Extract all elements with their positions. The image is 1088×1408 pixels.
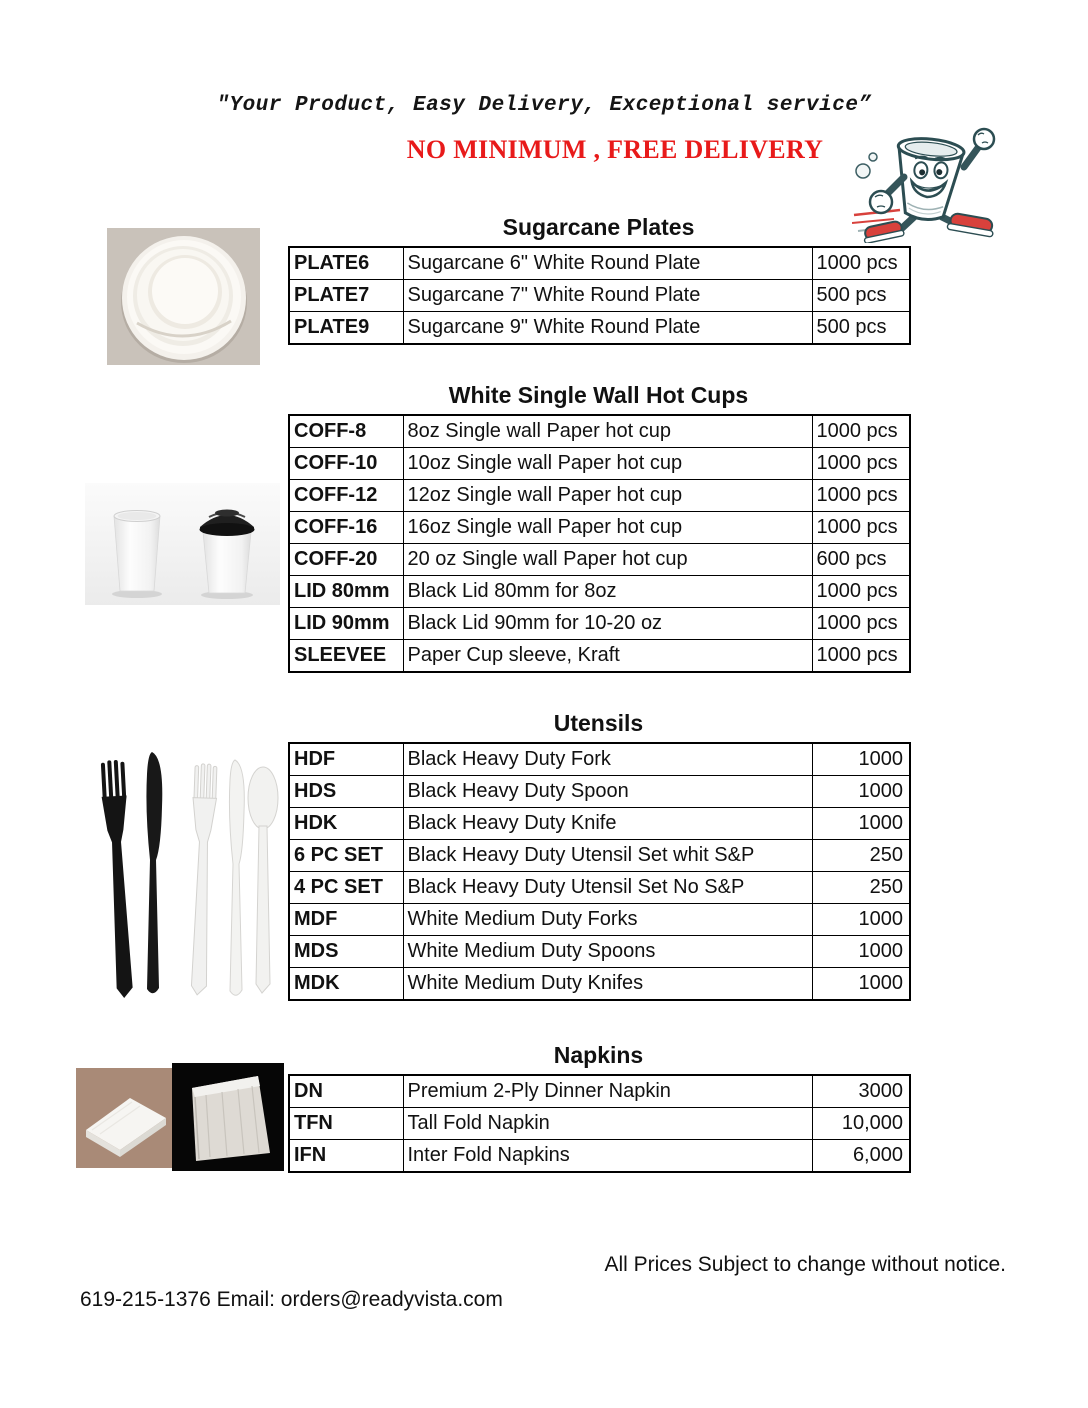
product-code: HDS [289, 776, 403, 808]
product-code: MDK [289, 968, 403, 1001]
table-row [289, 808, 910, 840]
product-code: DN [289, 1075, 403, 1108]
section-hot-cups [288, 382, 909, 673]
section-title: Napkins [553, 1042, 644, 1068]
product-quantity: 250 [812, 840, 910, 872]
napkin-pack-photo [172, 1063, 284, 1171]
price-table-utensils [288, 742, 911, 1001]
product-code: PLATE6 [289, 247, 403, 280]
table-row [289, 1108, 910, 1140]
table-row [289, 280, 910, 312]
table-row [289, 247, 910, 280]
product-code: PLATE9 [289, 312, 403, 345]
price-table-sugarcane-plates [288, 246, 911, 345]
product-code: LID 90mm [289, 608, 403, 640]
product-code: LID 80mm [289, 576, 403, 608]
product-code: 4 PC SET [289, 872, 403, 904]
table-row [289, 840, 910, 872]
section-utensils [288, 710, 909, 1001]
product-code: SLEEVEE [289, 640, 403, 673]
product-code: COFF-20 [289, 544, 403, 576]
table-row [289, 480, 910, 512]
table-row [289, 1075, 910, 1108]
product-description: 16oz Single wall Paper hot cup [403, 512, 812, 544]
section-napkins [288, 1042, 909, 1173]
product-quantity: 1000 pcs [812, 576, 910, 608]
product-description: Inter Fold Napkins [403, 1140, 812, 1173]
product-quantity: 1000 pcs [812, 448, 910, 480]
table-row [289, 512, 910, 544]
product-description: Sugarcane 9" White Round Plate [403, 312, 812, 345]
product-quantity: 1000 pcs [812, 608, 910, 640]
product-quantity: 1000 [812, 936, 910, 968]
product-quantity: 1000 pcs [812, 247, 910, 280]
table-row [289, 640, 910, 673]
product-description: Black Heavy Duty Spoon [403, 776, 812, 808]
product-quantity: 1000 [812, 904, 910, 936]
table-row [289, 968, 910, 1001]
product-code: MDS [289, 936, 403, 968]
tagline-quote: "Your Product, Easy Delivery, Exceptional service” [216, 94, 872, 117]
product-description: Premium 2-Ply Dinner Napkin [403, 1075, 812, 1108]
product-description: White Medium Duty Forks [403, 904, 812, 936]
table-row [289, 743, 910, 776]
product-description: White Medium Duty Knifes [403, 968, 812, 1001]
table-row [289, 904, 910, 936]
product-description: Black Lid 80mm for 8oz [403, 576, 812, 608]
product-quantity: 1000 pcs [812, 480, 910, 512]
product-quantity: 500 pcs [812, 312, 910, 345]
product-description: Sugarcane 7" White Round Plate [403, 280, 812, 312]
section-sugarcane-plates [288, 214, 909, 345]
product-code: MDF [289, 904, 403, 936]
product-quantity: 600 pcs [812, 544, 910, 576]
product-code: COFF-8 [289, 415, 403, 448]
section-title: Sugarcane Plates [502, 214, 695, 240]
product-description: Tall Fold Napkin [403, 1108, 812, 1140]
product-quantity: 1000 [812, 743, 910, 776]
product-description: Black Heavy Duty Utensil Set whit S&P [403, 840, 812, 872]
product-description: Black Heavy Duty Knife [403, 808, 812, 840]
dinner-napkin-photo [76, 1068, 172, 1168]
table-row [289, 936, 910, 968]
product-description: Black Heavy Duty Utensil Set No S&P [403, 872, 812, 904]
product-quantity: 6,000 [812, 1140, 910, 1173]
promo-banner: NO MINIMUM , FREE DELIVERY [406, 135, 824, 164]
product-quantity: 1000 [812, 968, 910, 1001]
product-description: 12oz Single wall Paper hot cup [403, 480, 812, 512]
product-description: Paper Cup sleeve, Kraft [403, 640, 812, 673]
product-quantity: 250 [812, 872, 910, 904]
product-code: PLATE7 [289, 280, 403, 312]
product-quantity: 3000 [812, 1075, 910, 1108]
product-code: HDF [289, 743, 403, 776]
hot-cups-photo [85, 483, 280, 605]
product-description: Black Heavy Duty Fork [403, 743, 812, 776]
product-description: White Medium Duty Spoons [403, 936, 812, 968]
table-row [289, 576, 910, 608]
price-change-notice: All Prices Subject to change without notice. [604, 1253, 1006, 1276]
sugarcane-plates-photo [107, 228, 260, 365]
product-description: Sugarcane 6" White Round Plate [403, 247, 812, 280]
table-row [289, 448, 910, 480]
product-quantity: 1000 [812, 808, 910, 840]
section-title: Utensils [553, 710, 644, 736]
table-row [289, 608, 910, 640]
price-table-napkins [288, 1074, 911, 1173]
table-row [289, 544, 910, 576]
product-code: COFF-10 [289, 448, 403, 480]
product-description: 10oz Single wall Paper hot cup [403, 448, 812, 480]
product-quantity: 1000 pcs [812, 640, 910, 673]
product-description: 8oz Single wall Paper hot cup [403, 415, 812, 448]
product-code: TFN [289, 1108, 403, 1140]
contact-info: 619-215-1376 Email: orders@readyvista.com [80, 1288, 503, 1311]
table-row [289, 872, 910, 904]
sugarcane-plates-photo [107, 228, 260, 365]
product-quantity: 1000 [812, 776, 910, 808]
product-code: HDK [289, 808, 403, 840]
product-quantity: 1000 pcs [812, 512, 910, 544]
utensils-photo [94, 748, 282, 1018]
product-quantity: 10,000 [812, 1108, 910, 1140]
section-title: White Single Wall Hot Cups [448, 382, 749, 408]
utensils-photo [94, 748, 282, 1018]
napkin-pack-photo [172, 1063, 284, 1171]
product-code: COFF-16 [289, 512, 403, 544]
product-code: 6 PC SET [289, 840, 403, 872]
product-quantity: 1000 pcs [812, 415, 910, 448]
product-description: 20 oz Single wall Paper hot cup [403, 544, 812, 576]
table-row [289, 776, 910, 808]
product-description: Black Lid 90mm for 10-20 oz [403, 608, 812, 640]
price-table-hot-cups [288, 414, 911, 673]
product-code: IFN [289, 1140, 403, 1173]
table-row [289, 1140, 910, 1173]
hot-cups-photo [85, 483, 280, 605]
product-code: COFF-12 [289, 480, 403, 512]
product-quantity: 500 pcs [812, 280, 910, 312]
table-row [289, 312, 910, 345]
dinner-napkin-photo [76, 1068, 172, 1168]
table-row [289, 415, 910, 448]
